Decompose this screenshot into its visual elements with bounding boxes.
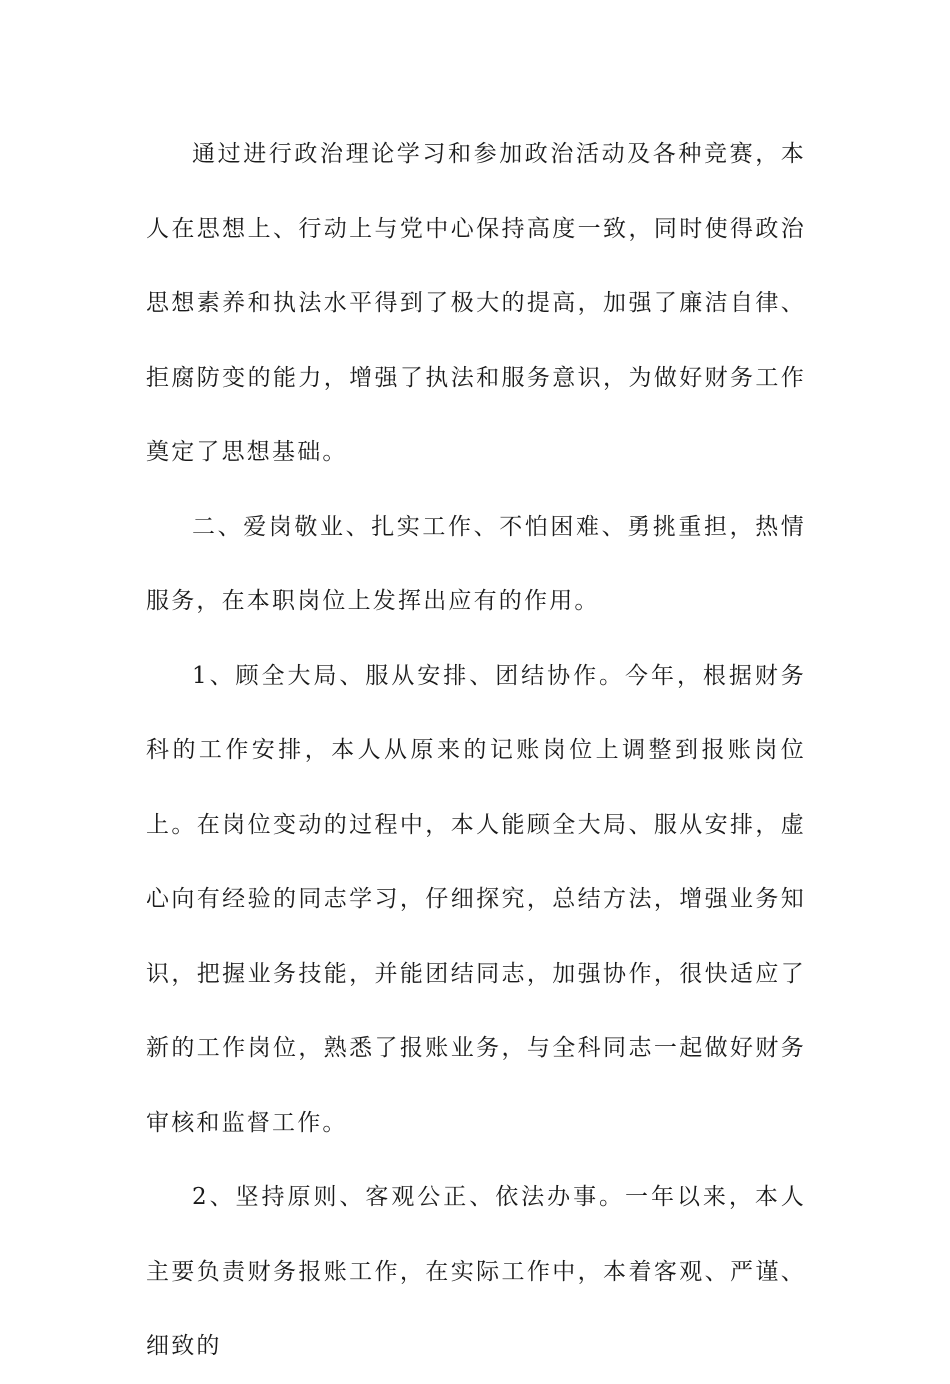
- paragraph-item-one: 1、顾全大局、服从安排、团结协作。今年，根据财务科的工作安排，本人从原来的记账岗位上调整到报账岗位上。在岗位变动的过程中，本人能顾全大局、服从安排，虚心向有经验的同志学习，仔细探究，总结方法，增强业务知识，把握业务技能，并能团结同志，加强协作，很快适应了新的工作岗位，熟悉了报账业务，与全科同志一起做好财务审核和监督工作。: [146, 662, 806, 1136]
- paragraph-section-two-heading: 二、爱岗敬业、扎实工作、不怕困难、勇挑重担，热情服务，在本职岗位上发挥出应有的作用。: [146, 513, 806, 614]
- document-body: [146, 117, 806, 1384]
- paragraph-political-study: 通过进行政治理论学习和参加政治活动及各种竞赛，本人在思想上、行动上与党中心保持高度一致，同时使得政治思想素养和执法水平得到了极大的提高，加强了廉洁自律、拒腐防变的能力，增强了执法和服务意识，为做好财务工作奠定了思想基础。: [146, 141, 806, 465]
- paragraph-item-two: 2、坚持原则、客观公正、依法办事。一年以来，本人主要负责财务报账工作，在实际工作中，本着客观、严谨、细致的: [146, 1184, 806, 1359]
